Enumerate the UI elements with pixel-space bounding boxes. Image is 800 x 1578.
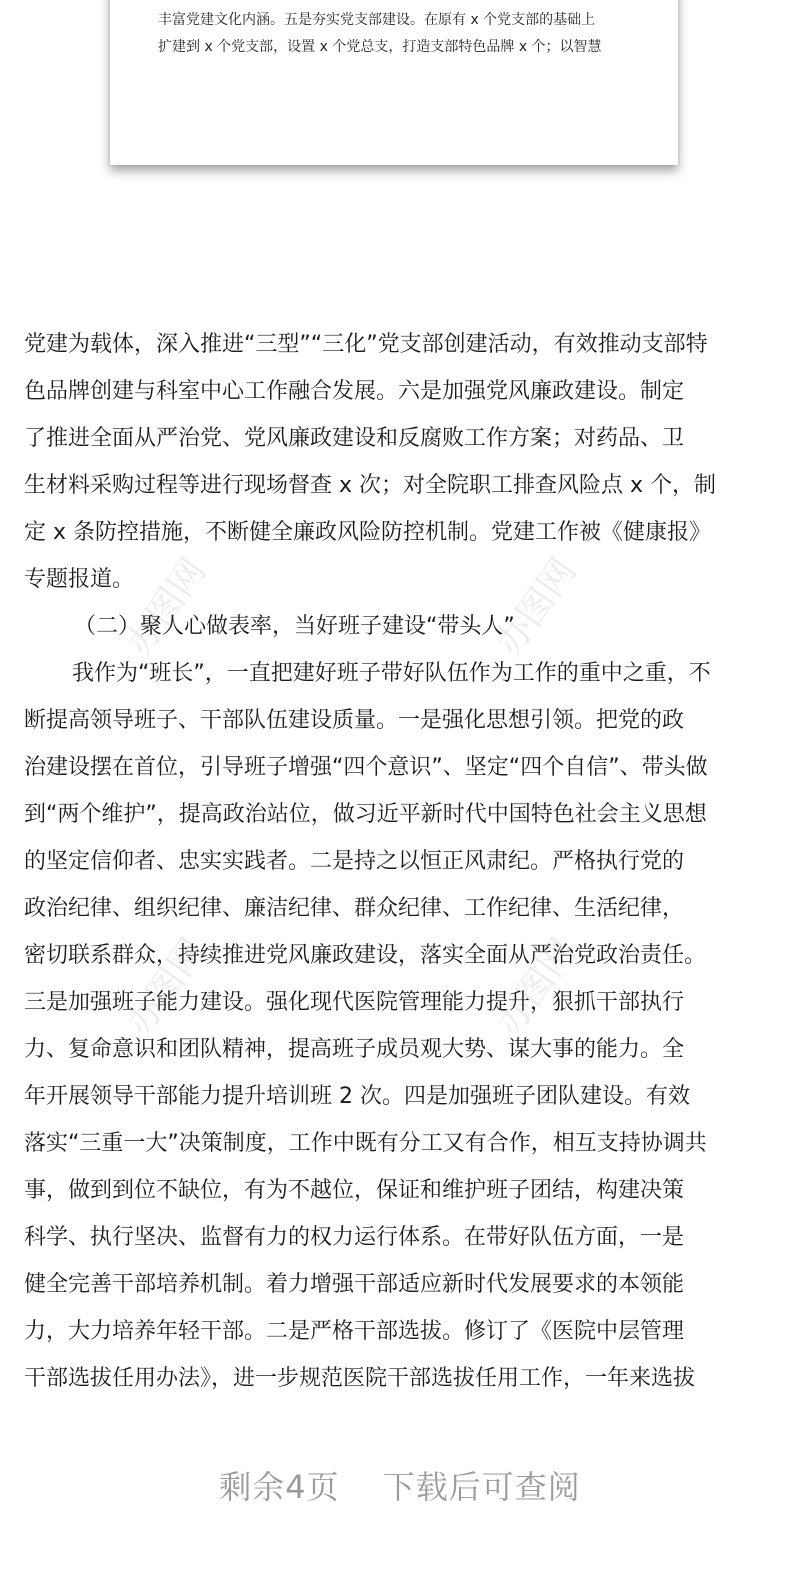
remaining-pages-banner[interactable]: [0, 1462, 800, 1508]
watermark-text: 办图网: [118, 931, 215, 1044]
download-hint-label: 下载后可查阅: [382, 1468, 581, 1506]
paragraph-line: 的坚定信仰者、忠实实践者。二是持之以恒正风肃纪。严格执行党的: [24, 849, 685, 874]
paragraph-line: 治建设摆在首位，引导班子增强“四个意识”、坚定“四个自信”、带头做: [24, 755, 708, 780]
preview-line: 丰富党建文化内涵。五是夯实党支部建设。在原有 x 个党支部的基础上: [158, 12, 596, 28]
paragraph-line: 科学、执行坚决、监督有力的权力运行体系。在带好队伍方面，一是: [24, 1225, 685, 1250]
watermark-text: 办图网: [118, 551, 215, 664]
body-line: 色品牌创建与科室中心工作融合发展。六是加强党风廉政建设。制定: [24, 379, 685, 404]
preview-line: [158, 0, 638, 7]
paragraph-line: 断提高领导班子、干部队伍建设质量。一是强化思想引领。把党的政: [24, 708, 685, 733]
paragraph-line: 三是加强班子能力建设。强化现代医院管理能力提升，狠抓干部执行: [24, 990, 685, 1015]
paragraph-line: 健全完善干部培养机制。着力增强干部适应新时代发展要求的本领能: [24, 1272, 685, 1297]
section-heading: （二）聚人心做表率，当好班子建设“带头人”: [74, 614, 515, 639]
paragraph-line: 密切联系群众，持续推进党风廉政建设，落实全面从严治党政治责任。: [24, 943, 707, 968]
body-line: 了推进全面从严治党、党风廉政建设和反腐败工作方案；对药品、卫: [24, 426, 685, 451]
paragraph-line: 到“两个维护”，提高政治站位，做习近平新时代中国特色社会主义思想: [24, 802, 707, 827]
paragraph-line: 政治纪律、组织纪律、廉洁纪律、群众纪律、工作纪律、生活纪律，: [24, 896, 685, 921]
paragraph-line: 年开展领导干部能力提升培训班 2 次。四是加强班子团队建设。有效: [24, 1084, 690, 1109]
watermark-text: 办图网: [488, 551, 585, 664]
preview-line: 扩建到 x 个党支部，设置 x 个党总支，打造支部特色品牌 x 个；以智慧: [158, 39, 602, 55]
paragraph-line: 力，大力培养年轻干部。二是严格干部选拔。修订了《医院中层管理: [24, 1319, 685, 1344]
body-line: 生材料采购过程等进行现场督查 x 次；对全院职工排查风险点 x 个，制: [24, 473, 717, 498]
paragraph-line: 落实“三重一大”决策制度，工作中既有分工又有合作，相互支持协调共: [24, 1131, 707, 1156]
paragraph-line: 干部选拔任用办法》，进一步规范医院干部选拔任用工作，一年来选拔: [24, 1366, 696, 1391]
body-line: 专题报道。: [24, 567, 135, 592]
watermark-text: 办图网: [488, 931, 585, 1044]
document-body: [24, 321, 776, 1402]
body-line: 党建为载体，深入推进“三型”“三化”党支部创建活动，有效推动支部特: [24, 332, 708, 357]
preview-card-text: [158, 0, 638, 61]
paragraph-line: 力、复命意识和团队精神，提高班子成员观大势、谋大事的能力。全: [24, 1037, 685, 1062]
paragraph-line: 我作为“班长”，一直把建好班子带好队伍作为工作的重中之重，不: [72, 661, 711, 686]
remaining-pages-label: 剩余4页: [219, 1468, 340, 1506]
body-line: 定 x 条防控措施，不断健全廉政风险防控机制。党建工作被《健康报》: [24, 520, 712, 545]
document-preview-card: [110, 0, 678, 165]
paragraph-line: 事，做到到位不缺位，有为不越位，保证和维护班子团结，构建决策: [24, 1178, 685, 1203]
